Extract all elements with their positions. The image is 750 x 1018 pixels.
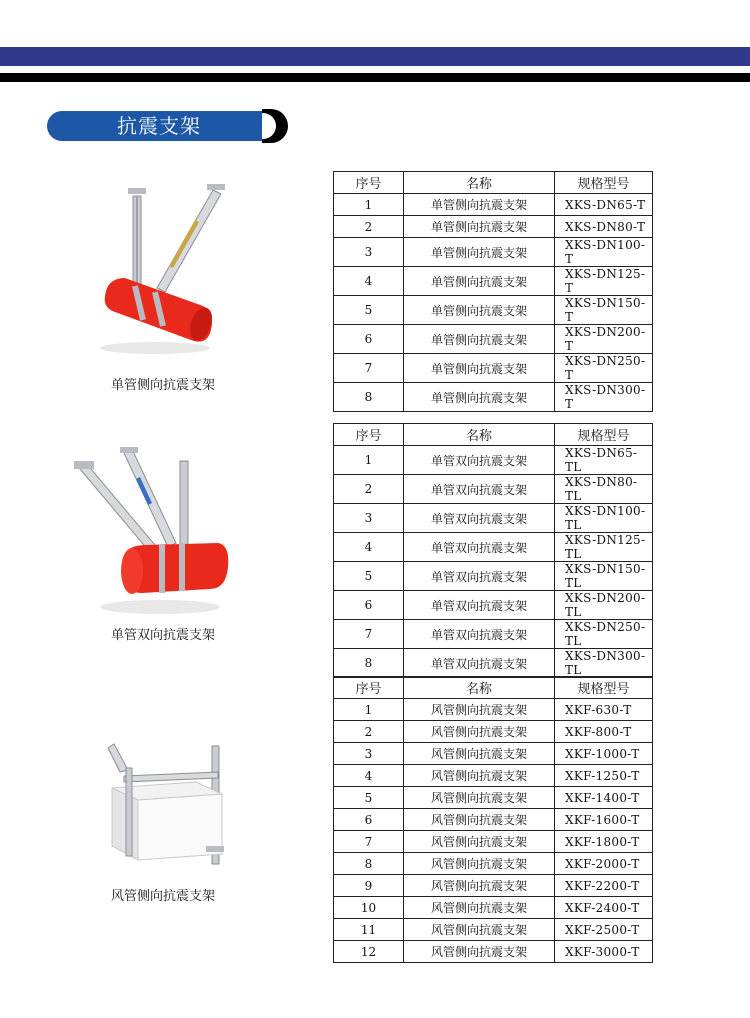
table-row bbox=[334, 919, 653, 941]
model-number-cell: XKS-DN200-TL bbox=[555, 591, 653, 620]
product-caption: 单管侧向抗震支架 bbox=[111, 378, 216, 393]
table-row bbox=[334, 194, 653, 216]
table-row bbox=[334, 721, 653, 743]
product-name-cell: 单管侧向抗震支架 bbox=[404, 296, 555, 325]
table-row bbox=[334, 591, 653, 620]
product-image-duct-lateral bbox=[100, 742, 240, 872]
model-number-cell: XKF-1600-T bbox=[555, 809, 653, 831]
row-index-cell: 10 bbox=[334, 897, 404, 919]
row-index-cell: 11 bbox=[334, 919, 404, 941]
row-index-cell: 4 bbox=[334, 765, 404, 787]
row-index-cell: 6 bbox=[334, 809, 404, 831]
table-row bbox=[334, 504, 653, 533]
table-row bbox=[334, 383, 653, 412]
product-name-cell: 单管侧向抗震支架 bbox=[404, 238, 555, 267]
row-index-cell: 6 bbox=[334, 591, 404, 620]
row-index-cell: 5 bbox=[334, 296, 404, 325]
product-name-cell: 单管双向抗震支架 bbox=[404, 446, 555, 475]
model-number-cell: XKF-3000-T bbox=[555, 941, 653, 963]
product-name-cell: 单管侧向抗震支架 bbox=[404, 194, 555, 216]
model-number-cell: XKF-1800-T bbox=[555, 831, 653, 853]
table-row bbox=[334, 765, 653, 787]
spec-table-single-pipe-bidirectional bbox=[333, 423, 653, 678]
row-index-cell: 8 bbox=[334, 383, 404, 412]
table-row bbox=[334, 325, 653, 354]
model-number-cell: XKF-1250-T bbox=[555, 765, 653, 787]
column-header-model: 规格型号 bbox=[555, 424, 653, 446]
model-number-cell: XKF-800-T bbox=[555, 721, 653, 743]
model-number-cell: XKS-DN300-TL bbox=[555, 649, 653, 678]
column-header-index: 序号 bbox=[334, 424, 404, 446]
row-index-cell: 3 bbox=[334, 743, 404, 765]
table-row bbox=[334, 649, 653, 678]
product-name-cell: 风管侧向抗震支架 bbox=[404, 765, 555, 787]
table-row bbox=[334, 562, 653, 591]
table-header-row bbox=[334, 677, 653, 699]
table-row bbox=[334, 446, 653, 475]
model-number-cell: XKS-DN100-TL bbox=[555, 504, 653, 533]
model-number-cell: XKS-DN65-T bbox=[555, 194, 653, 216]
row-index-cell: 7 bbox=[334, 620, 404, 649]
product-name-cell: 单管侧向抗震支架 bbox=[404, 383, 555, 412]
product-name-cell: 单管双向抗震支架 bbox=[404, 649, 555, 678]
table-row bbox=[334, 475, 653, 504]
row-index-cell: 5 bbox=[334, 562, 404, 591]
table-header-row bbox=[334, 172, 653, 194]
product-name-cell: 单管侧向抗震支架 bbox=[404, 267, 555, 296]
product-name-cell: 单管双向抗震支架 bbox=[404, 475, 555, 504]
product-name-cell: 单管侧向抗震支架 bbox=[404, 216, 555, 238]
column-header-model: 规格型号 bbox=[555, 172, 653, 194]
product-name-cell: 风管侧向抗震支架 bbox=[404, 897, 555, 919]
row-index-cell: 12 bbox=[334, 941, 404, 963]
table-header-row bbox=[334, 424, 653, 446]
product-name-cell: 风管侧向抗震支架 bbox=[404, 941, 555, 963]
table-row bbox=[334, 809, 653, 831]
table-row bbox=[334, 875, 653, 897]
product-name-cell: 单管侧向抗震支架 bbox=[404, 325, 555, 354]
model-number-cell: XKF-2000-T bbox=[555, 853, 653, 875]
product-name-cell: 风管侧向抗震支架 bbox=[404, 853, 555, 875]
header-black-band bbox=[0, 73, 750, 82]
column-header-index: 序号 bbox=[334, 172, 404, 194]
product-name-cell: 风管侧向抗震支架 bbox=[404, 809, 555, 831]
table-row bbox=[334, 743, 653, 765]
model-number-cell: XKF-1000-T bbox=[555, 743, 653, 765]
product-name-cell: 单管侧向抗震支架 bbox=[404, 354, 555, 383]
row-index-cell: 6 bbox=[334, 325, 404, 354]
row-index-cell: 8 bbox=[334, 649, 404, 678]
column-header-index: 序号 bbox=[334, 677, 404, 699]
table-row bbox=[334, 296, 653, 325]
spec-table-single-pipe-lateral bbox=[333, 171, 653, 412]
header-blue-band bbox=[0, 47, 750, 66]
product-caption: 单管双向抗震支架 bbox=[111, 628, 216, 643]
model-number-cell: XKS-DN300-T bbox=[555, 383, 653, 412]
spec-table-duct-lateral bbox=[333, 676, 653, 963]
model-number-cell: XKS-DN125-T bbox=[555, 267, 653, 296]
product-caption: 风管侧向抗震支架 bbox=[111, 889, 216, 904]
column-header-name: 名称 bbox=[404, 172, 555, 194]
product-name-cell: 风管侧向抗震支架 bbox=[404, 721, 555, 743]
model-number-cell: XKS-DN150-T bbox=[555, 296, 653, 325]
table-row bbox=[334, 620, 653, 649]
row-index-cell: 9 bbox=[334, 875, 404, 897]
product-name-cell: 单管双向抗震支架 bbox=[404, 504, 555, 533]
table-row bbox=[334, 787, 653, 809]
row-index-cell: 8 bbox=[334, 853, 404, 875]
row-index-cell: 3 bbox=[334, 504, 404, 533]
table-row bbox=[334, 853, 653, 875]
product-name-cell: 风管侧向抗震支架 bbox=[404, 699, 555, 721]
row-index-cell: 1 bbox=[334, 699, 404, 721]
model-number-cell: XKS-DN80-T bbox=[555, 216, 653, 238]
table-row bbox=[334, 354, 653, 383]
product-name-cell: 风管侧向抗震支架 bbox=[404, 787, 555, 809]
column-header-name: 名称 bbox=[404, 677, 555, 699]
product-name-cell: 风管侧向抗震支架 bbox=[404, 743, 555, 765]
table-row bbox=[334, 831, 653, 853]
row-index-cell: 1 bbox=[334, 194, 404, 216]
model-number-cell: XKF-2200-T bbox=[555, 875, 653, 897]
row-index-cell: 5 bbox=[334, 787, 404, 809]
product-name-cell: 风管侧向抗震支架 bbox=[404, 919, 555, 941]
row-index-cell: 2 bbox=[334, 721, 404, 743]
row-index-cell: 7 bbox=[334, 354, 404, 383]
row-index-cell: 2 bbox=[334, 216, 404, 238]
model-number-cell: XKF-2400-T bbox=[555, 897, 653, 919]
row-index-cell: 4 bbox=[334, 267, 404, 296]
model-number-cell: XKS-DN150-TL bbox=[555, 562, 653, 591]
model-number-cell: XKS-DN80-TL bbox=[555, 475, 653, 504]
table-row bbox=[334, 216, 653, 238]
row-index-cell: 1 bbox=[334, 446, 404, 475]
model-number-cell: XKS-DN100-T bbox=[555, 238, 653, 267]
model-number-cell: XKS-DN125-TL bbox=[555, 533, 653, 562]
table-row bbox=[334, 897, 653, 919]
column-header-model: 规格型号 bbox=[555, 677, 653, 699]
column-header-name: 名称 bbox=[404, 424, 555, 446]
model-number-cell: XKF-630-T bbox=[555, 699, 653, 721]
model-number-cell: XKS-DN250-T bbox=[555, 354, 653, 383]
product-image-single-pipe-lateral bbox=[95, 178, 225, 358]
table-row bbox=[334, 941, 653, 963]
table-row bbox=[334, 533, 653, 562]
model-number-cell: XKS-DN250-TL bbox=[555, 620, 653, 649]
model-number-cell: XKF-1400-T bbox=[555, 787, 653, 809]
model-number-cell: XKS-DN65-TL bbox=[555, 446, 653, 475]
product-name-cell: 风管侧向抗震支架 bbox=[404, 875, 555, 897]
model-number-cell: XKF-2500-T bbox=[555, 919, 653, 941]
row-index-cell: 4 bbox=[334, 533, 404, 562]
product-name-cell: 单管双向抗震支架 bbox=[404, 533, 555, 562]
product-name-cell: 单管双向抗震支架 bbox=[404, 620, 555, 649]
product-name-cell: 风管侧向抗震支架 bbox=[404, 831, 555, 853]
row-index-cell: 3 bbox=[334, 238, 404, 267]
row-index-cell: 7 bbox=[334, 831, 404, 853]
product-name-cell: 单管双向抗震支架 bbox=[404, 562, 555, 591]
table-row bbox=[334, 699, 653, 721]
model-number-cell: XKS-DN200-T bbox=[555, 325, 653, 354]
product-image-single-pipe-bidirectional bbox=[70, 447, 240, 622]
table-row bbox=[334, 267, 653, 296]
product-name-cell: 单管双向抗震支架 bbox=[404, 591, 555, 620]
table-row bbox=[334, 238, 653, 267]
section-title: 抗震支架 bbox=[47, 111, 275, 141]
row-index-cell: 2 bbox=[334, 475, 404, 504]
